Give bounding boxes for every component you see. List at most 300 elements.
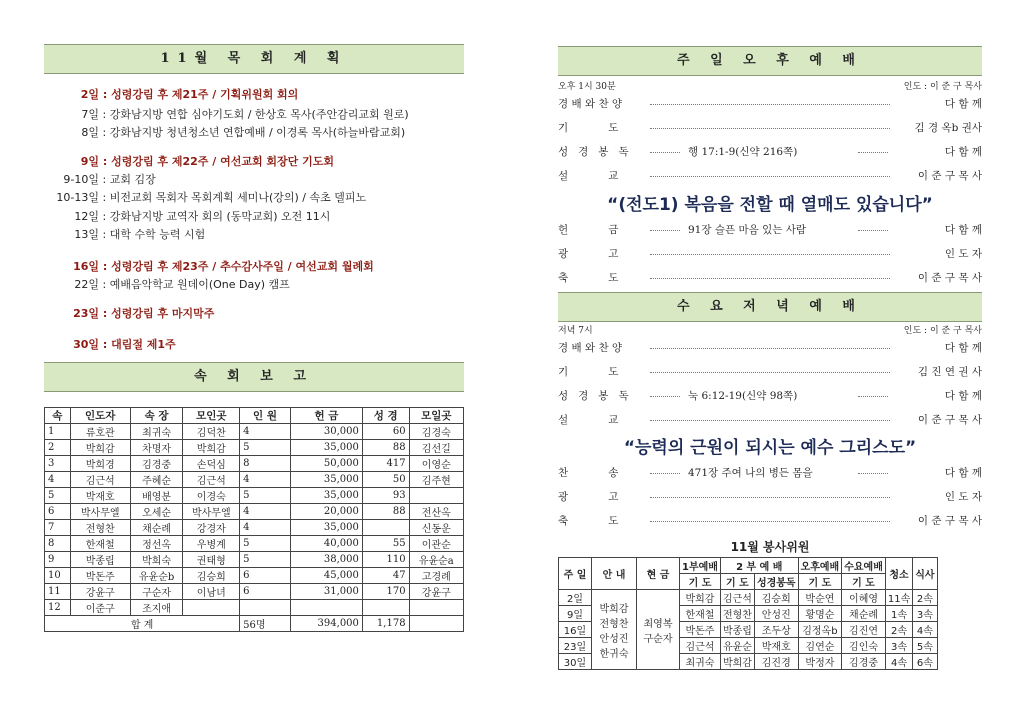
report-header-cell: 속 장 [130,408,183,424]
service-line [558,168,982,184]
plan-separator: : [99,278,110,291]
table-cell: 전산옥 [409,504,463,520]
service-item-label: 찬 송 [558,467,619,479]
service-item-detail: 행 17:1-9(신약 216쪽) [688,146,798,158]
plan-separator: : [99,338,112,351]
table-cell: 이경숙 [183,488,240,504]
wednesday-title: 수 요 저 녁 예 배 [558,292,982,322]
table-cell: 8 [240,456,291,472]
table-row [45,424,464,440]
vol-header-week: 주 일 [559,558,592,590]
table-cell: 손덕심 [183,456,240,472]
total-label: 합 계 [45,616,240,632]
table-cell: 이관순 [409,536,463,552]
plan-date: 30일 [73,338,99,351]
service-item-label: 기 도 [558,366,619,378]
dotted-leader [858,230,888,231]
table-cell [240,600,291,616]
table-cell: 박돈주 [70,568,130,584]
table-cell: 조지애 [130,600,183,616]
wednesday-sermon-title: “능력의 근원이 되시는 예수 그리스도” [623,438,917,458]
service-item-person: 다 함 께 [944,98,982,110]
service-item-label: 경 배 와 찬 양 [558,98,623,110]
vol-cell: 이혜영 [842,590,886,606]
vol-cell: 박정자 [798,654,842,670]
service-item-person: 다 함 께 [944,467,982,479]
total-empty [409,616,463,632]
table-cell: 정선옥 [130,536,183,552]
service-line [558,120,982,136]
service-item-label: 설 교 [558,170,619,182]
table-cell: 신동운 [409,520,463,536]
vol-week: 30일 [559,654,592,670]
vol-header-guide: 안 내 [592,558,637,590]
service-item-label: 경 배 와 찬 양 [558,342,623,354]
table-cell [183,600,240,616]
plan-item [44,336,176,352]
volunteers-title: 11월 봉사위원 [730,540,810,554]
table-cell: 1 [45,424,71,440]
plan-date: 13일 [74,228,99,241]
dotted-leader [650,278,890,279]
vol-header-cleaning: 청소 [885,558,912,590]
plan-text: 강화남지방 청년청소년 연합예배 / 이경록 목사(하늘바람교회) [109,126,406,139]
vol-cell: 4속 [885,654,912,670]
dotted-leader [650,104,890,105]
service-item-person: 다 함 께 [944,342,982,354]
table-cell: 전형찬 [70,520,130,536]
dotted-leader [650,128,890,129]
vol-sub-prayer: 기 도 [720,574,754,590]
plan-item [44,226,205,242]
report-header-cell: 인도자 [70,408,130,424]
table-cell: 60 [362,424,409,440]
table-row [45,472,464,488]
vol-cell: 박종립 [720,622,754,638]
table-cell [409,600,463,616]
plan-text: 대림절 제1주 [111,338,176,351]
plan-title: 11월 목 회 계 획 [44,44,464,74]
report-header-cell: 헌 금 [290,408,362,424]
table-cell: 9 [45,552,71,568]
table-cell: 8 [45,536,71,552]
service-item-person: 김 진 연 권 사 [917,366,982,378]
vol-cell: 6속 [913,654,937,670]
vol-cell: 김인숙 [842,638,886,654]
vol-cell: 박돈주 [680,622,721,638]
service-line [558,412,982,428]
table-cell: 김경숙 [409,424,463,440]
plan-date: 7일 [81,108,99,121]
table-cell [290,600,362,616]
table-cell: 12 [45,600,71,616]
vol-cell: 박순연 [798,590,842,606]
table-cell: 이남녀 [183,584,240,600]
sunday-sermon-title: “(전도1) 복음을 전할 때 열매도 있습니다” [607,195,933,215]
dotted-leader [650,497,890,498]
dotted-leader [650,420,890,421]
plan-item [44,153,334,169]
plan-item [44,171,156,187]
table-cell: 6 [45,504,71,520]
plan-item [44,86,298,102]
service-line [558,96,982,112]
table-cell: 93 [362,488,409,504]
table-cell: 박종립 [70,552,130,568]
table-cell: 김주현 [409,472,463,488]
table-cell: 5 [240,440,291,456]
table-cell: 5 [240,488,291,504]
table-cell: 박희경 [70,456,130,472]
service-item-detail: 471장 주여 나의 병든 몸을 [688,467,813,479]
table-cell: 김근석 [70,472,130,488]
vol-cell: 2속 [913,590,937,606]
vol-cell: 채순례 [842,606,886,622]
total-people: 56명 [240,616,291,632]
table-row [559,590,938,606]
service-item-person: 이 준 구 목 사 [917,272,982,284]
vol-header-offering: 현 금 [637,558,680,590]
table-cell [362,520,409,536]
wednesday-time: 저녁 7시 [558,326,593,336]
table-cell: 최귀숙 [130,424,183,440]
table-cell: 고경례 [409,568,463,584]
table-cell: 35,000 [290,440,362,456]
service-item-label: 성 경 봉 독 [558,390,629,402]
table-cell: 4 [240,520,291,536]
table-cell: 11 [45,584,71,600]
table-cell: 김선길 [409,440,463,456]
vol-cell: 최귀숙 [680,654,721,670]
dotted-leader [650,372,890,373]
table-cell: 88 [362,440,409,456]
table-cell: 강윤구 [70,584,130,600]
vol-cell: 김경중 [842,654,886,670]
report-header-cell: 속 [45,408,71,424]
vol-week: 9일 [559,606,592,622]
plan-item [44,189,366,205]
table-row [45,488,464,504]
plan-item [44,124,405,140]
plan-text: 성령강림 후 제22주 / 여선교회 회장단 기도회 [111,155,335,168]
vol-cell: 한재철 [680,606,721,622]
vol-week: 2일 [559,590,592,606]
report-header-cell: 성 경 [362,408,409,424]
total-bible: 1,178 [362,616,409,632]
plan-separator: : [99,260,112,273]
vol-cell: 5속 [913,638,937,654]
vol-header-wednesday: 수요예배 [842,558,886,574]
plan-separator: : [99,307,112,320]
table-cell: 김근석 [183,472,240,488]
table-cell: 유윤순b [130,568,183,584]
service-line [558,465,982,481]
vol-cell: 3속 [885,638,912,654]
service-item-label: 성 경 봉 독 [558,146,629,158]
table-cell: 50 [362,472,409,488]
vol-cell: 2속 [885,622,912,638]
table-cell: 박사무엘 [183,504,240,520]
plan-item [44,258,374,274]
service-item-label: 기 도 [558,122,619,134]
vol-cell: 김연순 [798,638,842,654]
vol-cell: 김진경 [754,654,798,670]
service-item-label: 축 도 [558,515,619,527]
plan-text: 강화남지방 연합 심야기도회 / 한상호 목사(주안감리교회 원로) [109,108,409,121]
vol-guide-name: 박희감 [599,603,629,615]
table-cell: 6 [240,568,291,584]
table-cell: 유윤순a [409,552,463,568]
service-line [558,340,982,356]
plan-date: 9일 [80,155,99,168]
table-cell: 417 [362,456,409,472]
plan-separator: : [99,191,110,204]
vol-sub-prayer: 기 도 [798,574,842,590]
table-cell: 55 [362,536,409,552]
vol-cell: 박희감 [680,590,721,606]
table-cell: 10 [45,568,71,584]
service-line [558,489,982,505]
service-line [558,270,982,286]
vol-cell: 박재호 [754,638,798,654]
table-cell: 45,000 [290,568,362,584]
table-cell: 35,000 [290,488,362,504]
dotted-leader [650,230,680,231]
report-header-cell: 인 원 [240,408,291,424]
vol-header-service1: 1부예배 [680,558,721,574]
vol-cell: 4속 [913,622,937,638]
table-cell [409,488,463,504]
vol-header-meal: 식사 [913,558,937,590]
sunday-leader: 인도 : 이 준 구 목사 [903,82,982,92]
plan-text: 대학 수학 능력 시험 [109,228,206,241]
plan-separator: : [99,126,110,139]
service-item-label: 설 교 [558,414,619,426]
table-cell: 류호관 [70,424,130,440]
vol-cell: 1속 [885,606,912,622]
vol-sub-prayer: 기 도 [680,574,721,590]
plan-separator: : [99,210,110,223]
table-cell: 박사무엘 [70,504,130,520]
vol-cell: 박희감 [720,654,754,670]
plan-date: 16일 [73,260,99,273]
table-cell: 차명자 [130,440,183,456]
table-cell: 4 [240,472,291,488]
vol-sub-prayer: 기 도 [842,574,886,590]
table-cell: 110 [362,552,409,568]
vol-cell: 김진연 [842,622,886,638]
table-row [45,536,464,552]
vol-offering-cell [637,590,680,670]
vol-cell: 김근석 [680,638,721,654]
service-item-person: 이 준 구 목 사 [917,515,982,527]
table-cell: 38,000 [290,552,362,568]
table-row [45,568,464,584]
dotted-leader [650,152,680,153]
vol-guide-cell [592,590,637,670]
vol-week: 16일 [559,622,592,638]
plan-item [44,276,290,292]
plan-text: 비전교회 목회자 목회계획 세미나(강의) / 속초 델피노 [109,191,367,204]
table-cell: 50,000 [290,456,362,472]
table-row [45,552,464,568]
vol-offering-name: 구순자 [643,633,673,645]
table-cell: 주혜순 [130,472,183,488]
table-cell: 40,000 [290,536,362,552]
dotted-leader [650,254,890,255]
vol-guide-name: 안성진 [599,633,629,645]
sunday-time: 오후 1시 30분 [558,82,616,92]
table-cell: 5 [240,552,291,568]
plan-text: 성령강림 후 제21주 / 기획위원회 회의 [111,88,299,101]
plan-separator: : [99,88,112,101]
plan-separator: : [99,155,112,168]
table-cell: 170 [362,584,409,600]
plan-date: 23일 [73,307,99,320]
plan-separator: : [99,228,110,241]
service-item-person: 김 경 옥b 권사 [914,122,982,134]
dotted-leader [858,396,888,397]
table-cell: 2 [45,440,71,456]
table-cell: 박희숙 [130,552,183,568]
vol-cell: 김정옥b [798,622,842,638]
table-cell: 채순례 [130,520,183,536]
service-item-person: 다 함 께 [944,146,982,158]
vol-guide-name: 전형찬 [599,618,629,630]
plan-text: 강화남지방 교역자 회의 (동막교회) 오전 11시 [109,210,331,223]
plan-date: 12일 [74,210,99,223]
table-cell: 20,000 [290,504,362,520]
service-item-person: 인 도 자 [944,248,982,260]
table-cell: 우병계 [183,536,240,552]
dotted-leader [650,473,680,474]
table-cell: 4 [240,424,291,440]
service-item-detail: 91장 슬픈 마음 있는 사람 [688,224,806,236]
total-money: 394,000 [290,616,362,632]
vol-cell: 안성진 [754,606,798,622]
table-row [45,520,464,536]
table-cell: 박재호 [70,488,130,504]
table-cell: 김승희 [183,568,240,584]
table-row [45,440,464,456]
table-cell: 구순자 [130,584,183,600]
service-line [558,144,982,160]
plan-text: 교회 김장 [109,173,156,186]
plan-date: 22일 [74,278,99,291]
service-line [558,388,982,404]
table-cell: 88 [362,504,409,520]
service-item-detail: 눅 6:12-19(신약 98쪽) [688,390,798,402]
table-cell: 김경중 [130,456,183,472]
vol-offering-name: 최영복 [643,618,673,630]
dotted-leader [858,152,888,153]
service-line [558,364,982,380]
dotted-leader [858,473,888,474]
table-cell: 4 [240,504,291,520]
table-cell: 강윤구 [409,584,463,600]
service-line [558,222,982,238]
table-cell: 김덕찬 [183,424,240,440]
service-item-label: 헌 금 [558,224,619,236]
table-cell: 5 [45,488,71,504]
table-cell: 배영분 [130,488,183,504]
table-cell: 4 [45,472,71,488]
service-item-label: 광 고 [558,248,619,260]
table-cell: 이준구 [70,600,130,616]
service-item-person: 이 준 구 목 사 [917,414,982,426]
service-item-label: 축 도 [558,272,619,284]
vol-cell: 11속 [885,590,912,606]
table-cell: 권태형 [183,552,240,568]
report-header-cell: 모인곳 [183,408,240,424]
table-cell: 박희감 [183,440,240,456]
plan-item [44,305,214,321]
vol-header-service2: 2 부 예 배 [720,558,798,574]
table-cell: 47 [362,568,409,584]
table-cell: 한재철 [70,536,130,552]
service-item-person: 인 도 자 [944,491,982,503]
plan-date: 8일 [81,126,99,139]
table-row [45,456,464,472]
vol-cell: 3속 [913,606,937,622]
plan-date: 10-13일 [56,191,99,204]
table-cell: 7 [45,520,71,536]
table-cell: 30,000 [290,424,362,440]
plan-separator: : [99,108,110,121]
report-header-cell: 모일곳 [409,408,463,424]
table-row [45,600,464,616]
report-table [44,407,464,632]
table-cell: 5 [240,536,291,552]
wednesday-leader: 인도 : 이 준 구 목사 [903,326,982,336]
table-cell: 6 [240,584,291,600]
table-cell: 박희감 [70,440,130,456]
plan-separator: : [99,173,110,186]
table-row [45,584,464,600]
table-cell: 3 [45,456,71,472]
dotted-leader [650,348,890,349]
vol-cell: 조두상 [754,622,798,638]
vol-guide-name: 한귀숙 [599,648,629,660]
dotted-leader [650,396,680,397]
volunteers-table [558,557,938,670]
plan-date: 2일 [80,88,99,101]
plan-item [44,106,409,122]
sunday-title: 주 일 오 후 예 배 [558,46,982,76]
total-row [45,616,464,632]
plan-text: 성령강림 후 마지막주 [111,307,215,320]
plan-date: 9-10일 [63,173,99,186]
vol-cell: 전형찬 [720,606,754,622]
vol-cell: 김근석 [720,590,754,606]
vol-sub-bible: 성경봉독 [754,574,798,590]
service-item-person: 이 준 구 목 사 [917,170,982,182]
vol-week: 23일 [559,638,592,654]
table-cell: 이영순 [409,456,463,472]
table-cell: 강경자 [183,520,240,536]
report-title: 속 회 보 고 [44,362,464,392]
table-cell [362,600,409,616]
plan-item [44,208,330,224]
service-item-person: 다 함 께 [944,390,982,402]
service-item-person: 다 함 께 [944,224,982,236]
vol-cell: 유윤순 [720,638,754,654]
vol-header-afternoon: 오후예배 [798,558,842,574]
plan-text: 성령강림 후 제23주 / 추수감사주일 / 여선교회 월례회 [111,260,374,273]
service-line [558,246,982,262]
plan-text: 예배음악학교 원데이(One Day) 캠프 [109,278,290,291]
dotted-leader [650,176,890,177]
